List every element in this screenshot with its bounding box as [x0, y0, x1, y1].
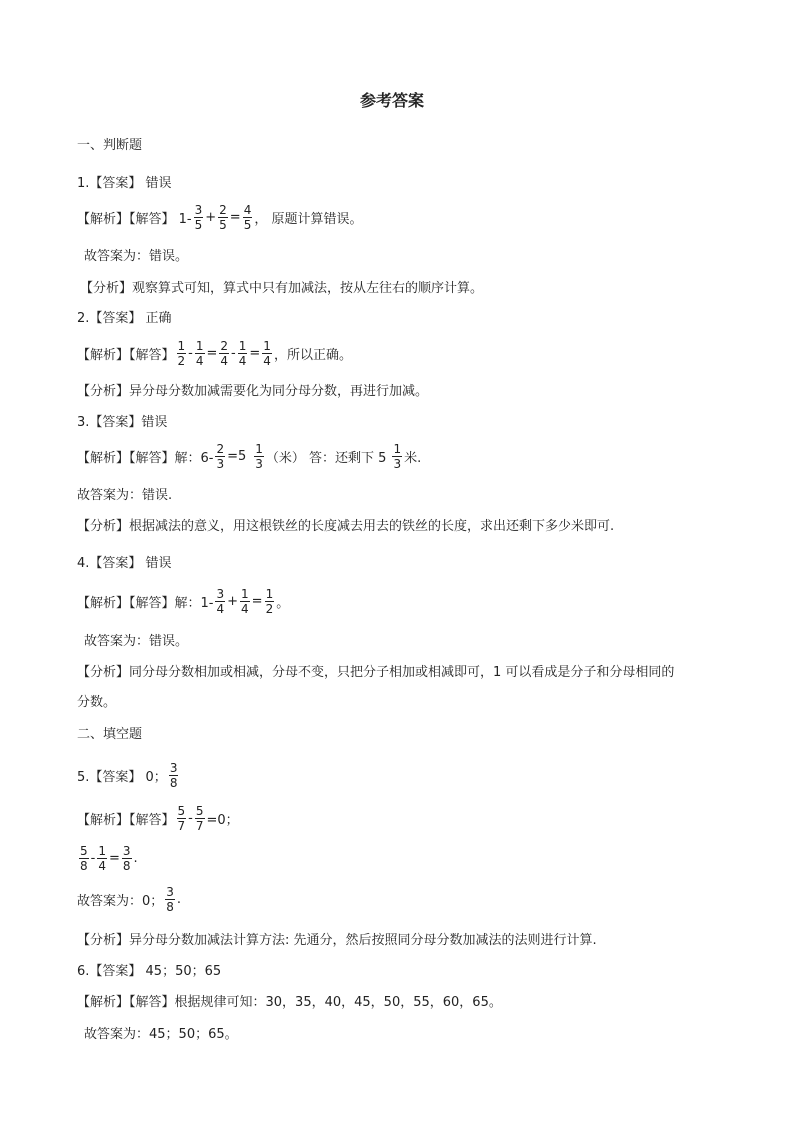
q2-analysis: 【解析】【解答】 $\frac{1}{2}$ - $\frac{1}{4}$ = $\frac{2}{4}$ - $\frac{1}{4}$ = $\frac{1}{4}$ ，所以正确。: [77, 338, 352, 368]
q5-analysis-continued: $\frac{5}{8}$ - $\frac{1}{4}$ = $\frac{3}{8}$ .: [80, 843, 138, 873]
fraction: $\frac{3}{4}$: [216, 586, 225, 616]
q6-analysis: 【解析】【解答】根据规律可知：30，35，40，45，50，55，60，65。: [77, 995, 502, 1010]
q4-note: 【分析】同分母分数相加或相减，分母不变，只把分子相加或相减即可，1 可以看成是分子和分母相同的: [77, 665, 675, 680]
fraction: $\frac{1}{3}$: [393, 441, 402, 471]
fraction: $\frac{1}{4}$: [241, 586, 249, 616]
q6-answer: 6.【答案】 45；50；65: [77, 964, 222, 979]
fraction: $\frac{4}{5}$: [243, 202, 252, 232]
fraction: $\frac{2}{5}$: [219, 202, 227, 232]
q1-conclusion: 故答案为：错误。: [84, 249, 189, 264]
section-heading-judgement: 一、判断题: [77, 138, 143, 153]
q2-answer: 2.【答案】 正确: [77, 311, 172, 326]
fraction: $\frac{2}{3}$: [216, 441, 225, 471]
section-heading-fill-in: 二、填空题: [77, 727, 143, 742]
fraction: $\frac{1}{2}$: [265, 586, 274, 616]
fraction: $\frac{3}{8}$: [169, 760, 178, 790]
q5-note: 【分析】异分母分数加减法计算方法: 先通分，然后按照同分母分数加减法的法则进行计算.: [77, 933, 597, 948]
q4-note-continued: 分数。: [77, 695, 117, 710]
fraction: $\frac{1}{4}$: [238, 338, 247, 368]
q1-answer: 1.【答案】 错误: [77, 176, 172, 191]
fraction: $\frac{3}{8}$: [166, 884, 174, 914]
fraction: $\frac{1}{2}$: [177, 338, 186, 368]
q4-conclusion: 故答案为：错误。: [84, 634, 189, 649]
fraction: $\frac{5}{7}$: [177, 803, 186, 833]
fraction: $\frac{1}{4}$: [98, 843, 106, 873]
q4-answer: 4.【答案】 错误: [77, 556, 172, 571]
q1-analysis: 【解析】【解答】 1- $\frac{3}{5}$ + $\frac{2}{5}$ = $\frac{4}{5}$ ， 原题计算错误。: [77, 202, 363, 232]
q6-conclusion: 故答案为：45；50；65。: [84, 1027, 238, 1042]
fraction: $\frac{3}{5}$: [194, 202, 203, 232]
q1-note: 【分析】观察算式可知，算式中只有加减法，按从左往右的顺序计算。: [80, 281, 484, 296]
q2-note: 【分析】异分母分数加减需要化为同分母分数，再进行加减。: [77, 384, 429, 399]
q4-analysis: 【解析】【解答】解：1- $\frac{3}{4}$ + $\frac{1}{4}$ = $\frac{1}{2}$ 。: [77, 586, 290, 616]
q5-analysis: 【解析】【解答】 $\frac{5}{7}$ - $\frac{5}{7}$ =0；: [77, 803, 239, 833]
fraction: $\frac{2}{4}$: [220, 338, 229, 368]
fraction: $\frac{3}{8}$: [122, 843, 131, 873]
fraction: $\frac{1}{4}$: [263, 338, 271, 368]
q3-note: 【分析】根据减法的意义，用这根铁丝的长度减去用去的铁丝的长度，求出还剩下多少米即可.: [77, 519, 615, 534]
fraction: $\frac{1}{3}$: [255, 441, 263, 471]
q5-conclusion: 故答案为：0； $\frac{3}{8}$ .: [77, 884, 182, 914]
q3-conclusion: 故答案为：错误.: [77, 488, 173, 503]
fraction: $\frac{5}{7}$: [195, 803, 204, 833]
fraction: $\frac{5}{8}$: [80, 843, 88, 873]
q3-analysis: 【解析】【解答】解：6- $\frac{2}{3}$ =5 $\frac{1}{3}$ （米） 答：还剩下 5 $\frac{1}{3}$ 米.: [77, 441, 422, 471]
page-title: 参考答案: [360, 91, 425, 110]
fraction: $\frac{1}{4}$: [195, 338, 204, 368]
q5-answer: 5.【答案】 0； $\frac{3}{8}$: [77, 760, 178, 790]
q3-answer: 3.【答案】错误: [77, 415, 168, 430]
